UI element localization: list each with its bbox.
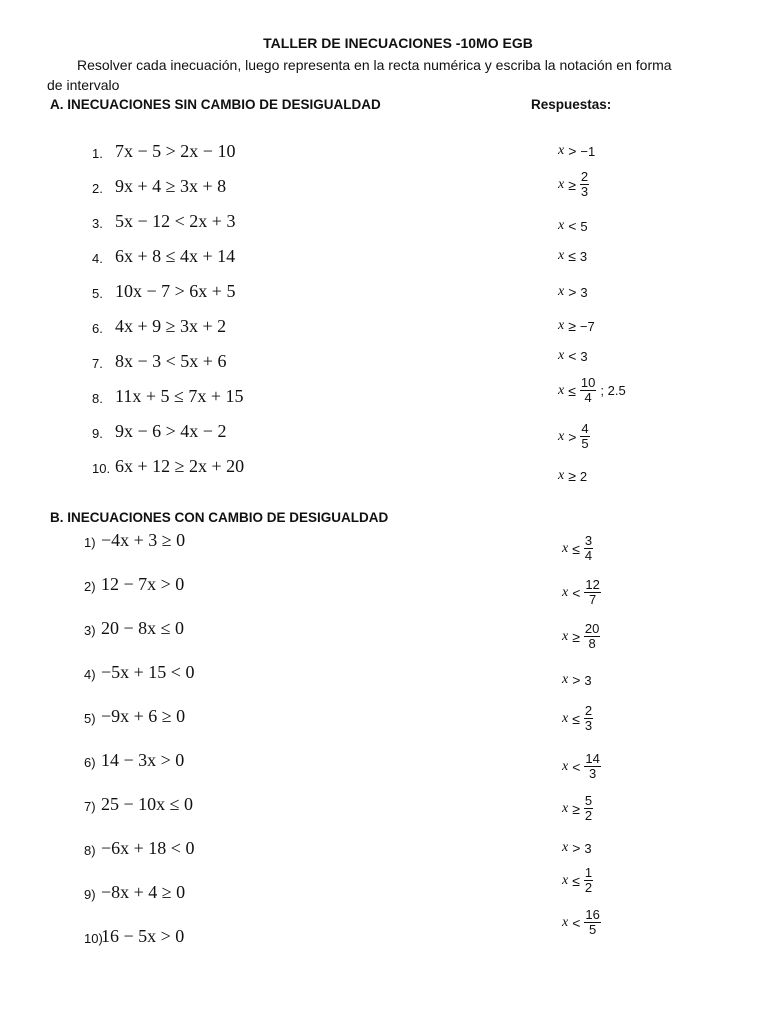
- fraction-numerator: 10: [580, 375, 596, 390]
- fraction-denominator: 3: [584, 718, 593, 733]
- answer-value: 3: [584, 840, 592, 856]
- fraction-numerator: 3: [584, 533, 593, 548]
- fraction-numerator: 4: [581, 421, 589, 436]
- section-b-item-number: 9): [84, 887, 96, 902]
- section-a-inequality: 10x − 7 > 6x + 5: [115, 281, 236, 301]
- section-b-inequality: 25 − 10x ≤ 0: [101, 794, 194, 814]
- answer-variable: x: [562, 758, 569, 774]
- answer-operator: <: [572, 584, 581, 601]
- section-a-item-number: 2.: [92, 181, 103, 196]
- section-b-item-number: 7): [84, 799, 96, 814]
- answer-variable: x: [562, 584, 569, 600]
- answer-value: −7: [579, 318, 595, 334]
- section-a-item-number: 8.: [92, 391, 103, 406]
- section-b-inequality: −8x + 4 ≥ 0: [101, 882, 186, 902]
- answer-variable: x: [558, 218, 565, 233]
- answer-value: 3: [580, 348, 588, 364]
- answer-variable: x: [558, 143, 565, 158]
- answer-operator: ≤: [572, 540, 580, 557]
- section-b-item-number: 10): [84, 931, 103, 946]
- answer-variable: x: [562, 840, 569, 855]
- section-b-item-number: 2): [84, 579, 96, 594]
- answer-fraction: [584, 622, 600, 651]
- section-a-item-number: 10.: [92, 461, 111, 476]
- answer-variable: x: [562, 628, 569, 644]
- section-a-inequality: 6x + 12 ≥ 2x + 20: [115, 456, 245, 476]
- answer-operator: ≤: [568, 382, 576, 399]
- answer-operator: <: [568, 218, 577, 234]
- answer-operator: ≥: [568, 176, 576, 193]
- answer-operator: ≥: [568, 318, 576, 334]
- fraction-numerator: 20: [584, 621, 600, 636]
- answer-fraction: [580, 376, 596, 405]
- section-b-answer: [562, 704, 593, 733]
- fraction-denominator: 4: [584, 548, 593, 563]
- answer-fraction: [584, 866, 593, 895]
- fraction-numerator: 1: [584, 865, 593, 880]
- answer-operator: >: [568, 428, 577, 445]
- section-a-item-number: 7.: [92, 356, 103, 371]
- section-b-inequality: 12 − 7x > 0: [101, 574, 185, 594]
- answer-variable: x: [558, 428, 565, 444]
- section-a-inequality: 5x − 12 < 2x + 3: [115, 211, 236, 231]
- answer-variable: x: [562, 540, 569, 556]
- section-b-answer: [562, 578, 601, 607]
- answer-operator: <: [572, 914, 581, 931]
- fraction-denominator: 5: [581, 436, 589, 451]
- section-a-inequality: 9x + 4 ≥ 3x + 8: [115, 176, 227, 196]
- answer-variable: x: [558, 468, 565, 483]
- section-a-item-number: 3.: [92, 216, 103, 231]
- answer-operator: ≥: [568, 468, 576, 484]
- section-a-title: A. INECUACIONES SIN CAMBIO DE DESIGUALDAD: [50, 97, 381, 112]
- answer-operator: ≥: [572, 628, 580, 645]
- section-a-inequality: 9x − 6 > 4x − 2: [115, 421, 227, 441]
- section-a-answer: [558, 376, 626, 405]
- section-b-item-number: 1): [84, 535, 96, 550]
- section-a-item-number: 1.: [92, 146, 103, 161]
- answer-variable: x: [558, 318, 565, 333]
- section-a-inequality: 6x + 8 ≤ 4x + 14: [115, 246, 236, 266]
- fraction-denominator: 5: [589, 922, 597, 937]
- section-b-title: B. INECUACIONES CON CAMBIO DE DESIGUALDAD: [50, 510, 389, 525]
- section-b-answer: [562, 534, 593, 563]
- answer-fraction: [584, 534, 593, 563]
- answer-fraction: [580, 422, 589, 451]
- answer-operator: ≤: [572, 872, 580, 889]
- section-b-item-number: 8): [84, 843, 96, 858]
- fraction-numerator: 2: [584, 703, 593, 718]
- section-a-answer: [558, 348, 588, 364]
- fraction-denominator: 3: [589, 766, 597, 781]
- section-b-answer: [562, 866, 593, 895]
- section-a-answer: [558, 170, 589, 199]
- section-b-inequality: 16 − 5x > 0: [101, 926, 185, 946]
- answer-operator: >: [572, 672, 581, 688]
- section-b-answer: [562, 908, 601, 937]
- section-b-inequality: 14 − 3x > 0: [101, 750, 185, 770]
- answer-operator: ≥: [572, 800, 580, 817]
- answer-fraction: [584, 704, 593, 733]
- section-b-inequality: −4x + 3 ≥ 0: [101, 530, 186, 550]
- section-a-answer: [558, 218, 588, 234]
- section-b-item-number: 3): [84, 623, 96, 638]
- section-a-item-number: 6.: [92, 321, 103, 336]
- answer-fraction: [580, 170, 589, 199]
- instructions-line-1: Resolver cada inecuación, luego representa en la recta numérica y escriba la notación en forma: [77, 57, 672, 73]
- section-a-item-number: 4.: [92, 251, 103, 266]
- fraction-denominator: 7: [589, 592, 597, 607]
- section-b-answer: [562, 672, 592, 688]
- answer-fraction: [584, 752, 600, 781]
- answer-value: 3: [584, 672, 592, 688]
- answer-variable: x: [562, 872, 569, 888]
- answer-operator: >: [572, 840, 581, 856]
- fraction-denominator: 8: [588, 636, 596, 651]
- answer-operator: >: [568, 284, 577, 300]
- answer-variable: x: [562, 914, 569, 930]
- fraction-numerator: 12: [585, 577, 600, 592]
- answer-variable: x: [562, 710, 569, 726]
- section-b-item-number: 4): [84, 667, 96, 682]
- answer-operator: ≤: [572, 710, 580, 727]
- section-b-item-number: 5): [84, 711, 96, 726]
- section-a-answer: [558, 248, 587, 264]
- section-b-answer: [562, 752, 601, 781]
- section-b-inequality: 20 − 8x ≤ 0: [101, 618, 185, 638]
- answer-value: −1: [580, 143, 596, 159]
- answer-value: 3: [579, 248, 588, 264]
- section-b-answer: [562, 840, 592, 856]
- answer-operator: ≤: [568, 248, 576, 264]
- answer-variable: x: [558, 382, 565, 398]
- answer-value: 5: [580, 218, 588, 234]
- answer-fraction: [584, 908, 600, 937]
- answer-variable: x: [558, 248, 565, 263]
- page-title: TALLER DE INECUACIONES -10MO EGB: [263, 35, 533, 51]
- answer-fraction: [584, 794, 593, 823]
- answer-value: 3: [580, 284, 588, 300]
- answer-variable: x: [562, 672, 569, 687]
- section-b-inequality: −6x + 18 < 0: [101, 838, 195, 858]
- section-a-item-number: 9.: [92, 426, 103, 441]
- section-a-inequality: 8x − 3 < 5x + 6: [115, 351, 227, 371]
- fraction-denominator: 4: [584, 390, 592, 405]
- answer-operator: <: [568, 348, 577, 364]
- section-b-item-number: 6): [84, 755, 96, 770]
- fraction-denominator: 2: [584, 880, 593, 895]
- fraction-numerator: 2: [580, 169, 589, 184]
- section-a-answer: [558, 422, 590, 451]
- section-b-answer: [562, 794, 593, 823]
- answers-header: Respuestas:: [531, 97, 612, 112]
- instructions: [47, 55, 737, 95]
- section-a-answer: [558, 318, 595, 334]
- answer-decimal: ; 2.5: [600, 383, 626, 398]
- answer-variable: x: [562, 800, 569, 816]
- fraction-numerator: 14: [585, 751, 600, 766]
- instructions-line-2: de intervalo: [47, 77, 120, 93]
- fraction-denominator: 3: [580, 184, 589, 199]
- answer-variable: x: [558, 284, 565, 299]
- section-a-answer: [558, 143, 595, 159]
- answer-fraction: [584, 578, 600, 607]
- fraction-numerator: 16: [585, 907, 600, 922]
- answer-variable: x: [558, 176, 565, 192]
- section-a-answer: [558, 468, 587, 484]
- section-a-item-number: 5.: [92, 286, 103, 301]
- answer-value: 2: [579, 468, 588, 484]
- section-a-answer: [558, 284, 588, 300]
- section-b-inequality: −5x + 15 < 0: [101, 662, 195, 682]
- section-b-answer: [562, 622, 600, 651]
- answer-variable: x: [558, 348, 565, 363]
- section-a-inequality: 7x − 5 > 2x − 10: [115, 141, 236, 161]
- answer-operator: >: [568, 143, 577, 159]
- answer-operator: <: [572, 758, 581, 775]
- section-a-inequality: 4x + 9 ≥ 3x + 2: [115, 316, 227, 336]
- section-b-inequality: −9x + 6 ≥ 0: [101, 706, 186, 726]
- fraction-denominator: 2: [584, 808, 593, 823]
- section-a-inequality: 11x + 5 ≤ 7x + 15: [115, 386, 244, 406]
- fraction-numerator: 5: [584, 793, 593, 808]
